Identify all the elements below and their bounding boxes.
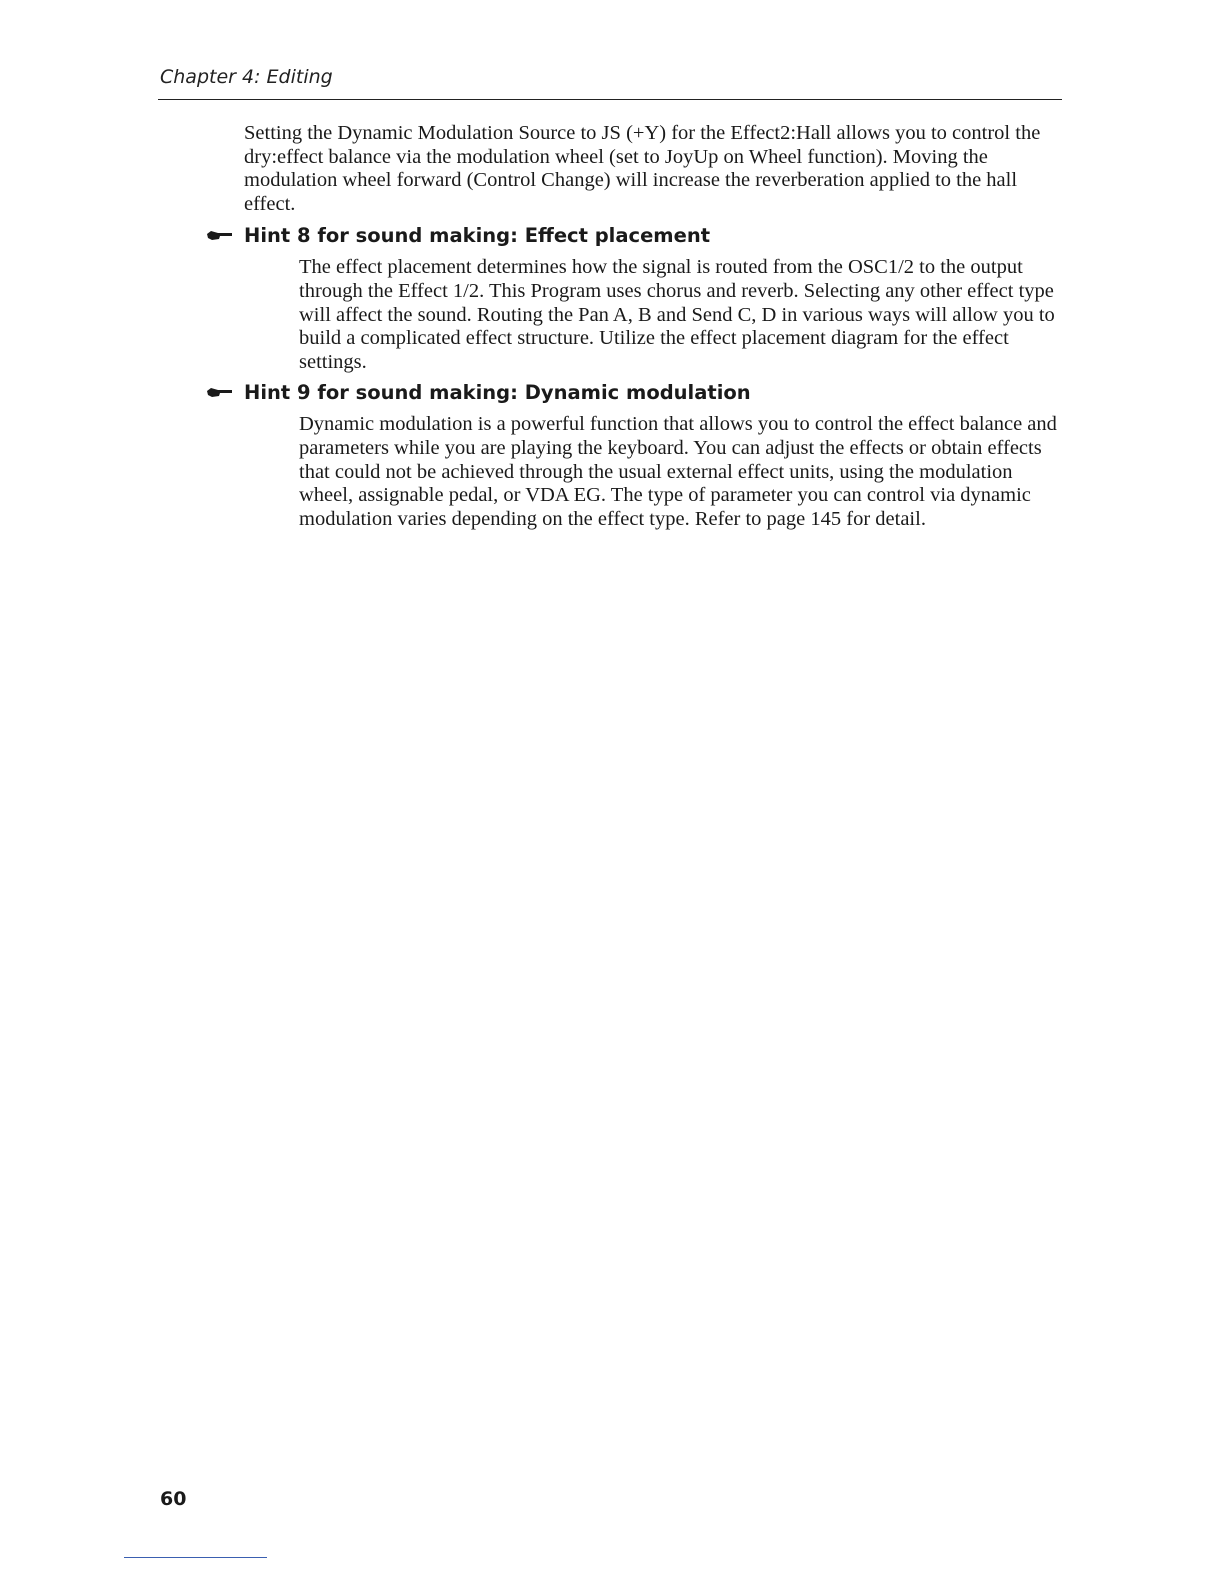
hint-8-section [206,220,1066,375]
pointing-hand-icon [206,228,234,242]
hint-9-heading [206,377,1066,407]
pointing-hand-icon [206,385,234,399]
hint-8-title: Hint 8 for sound making: Effect placement [244,223,711,247]
header-rule [158,99,1062,100]
page-number: 60 [160,1488,187,1510]
running-header: Chapter 4: Editing [160,66,333,88]
hint-8-heading [206,220,1066,250]
intro-paragraph: Setting the Dynamic Modulation Source to JS (+Y) for the Effect2:Hall allows you to control the dry:effect balance via the modulation wheel (set to JoyUp on Wheel function). Moving the modulation wheel forward (Control Change) will increase the reverberation applied to the hall effect. [244,122,1041,215]
hint-9-section [206,377,1066,532]
hint-9-title: Hint 9 for sound making: Dynamic modulation [244,380,751,404]
hint-8-body: The effect placement determines how the signal is routed from the OSC1/2 to the output through the Effect 1/2. This Program uses chorus and reverb. Selecting any other effect type will affect the sound. Routing the Pan A, B and Send C, D in various ways will allow you to build a complicated effect structure. Utilize the effect placement diagram for the effect settings. [299,256,1055,374]
footer-rule [124,1557,267,1558]
hint-9-body: Dynamic modulation is a powerful function that allows you to control the effect balance and parameters while you are playing the keyboard. You can adjust the effects or obtain effects that could not be achieved through the usual external effect units, using the modulation wheel, assignable pedal, or VDA EG. The type of parameter you can control via dynamic modulation varies depending on the effect type. Refer to page 145 for detail. [299,413,1057,531]
